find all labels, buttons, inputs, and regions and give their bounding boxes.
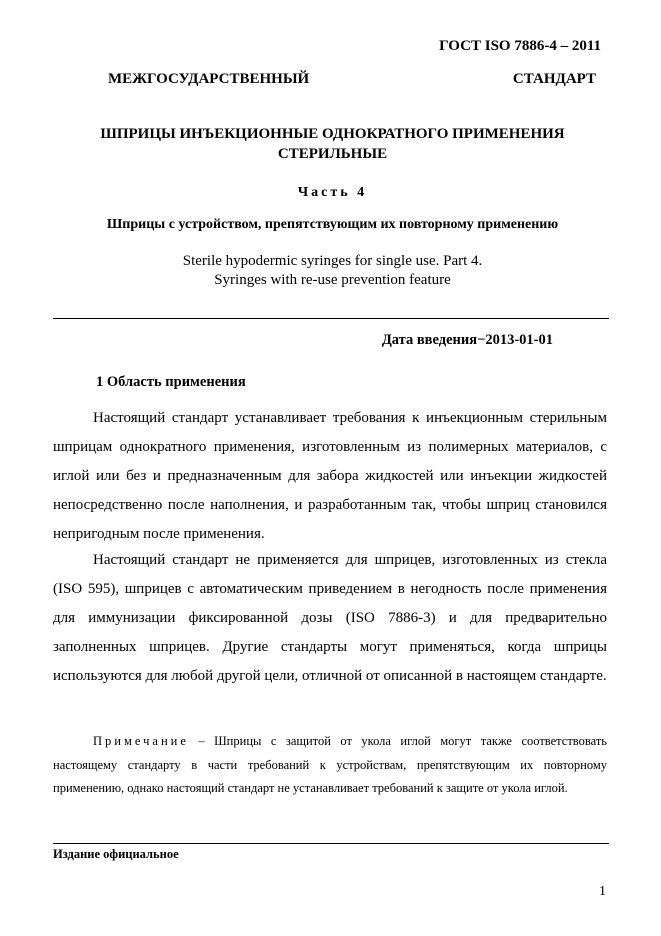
part-label: Часть 4: [297, 185, 368, 200]
document-code: ГОСТ ISO 7886-4 – 2011: [439, 38, 601, 54]
document-title: [60, 124, 605, 164]
note-label: Примечание: [93, 734, 189, 748]
interstate-standard-heading: МЕЖГОСУДАРСТВЕННЫЙ СТАНДАРТ: [108, 71, 596, 87]
title-line-2: СТЕРИЛЬНЫЕ: [277, 146, 388, 162]
section-heading: 1 Область применения: [96, 374, 246, 390]
subtitle-russian: Шприцы с устройством, препятствующим их повторному применению: [106, 217, 559, 232]
scope-paragraph-2: Настоящий стандарт не применяется для шприцев, изготовленных из стекла (ISO 595), шприцев с автоматическим приведением в негодность после применения для иммунизации фиксированной дозы (ISO 7886-3) и для предварительно заполненных шприцев. Другие стандарты могут применяться, когда шприцы используются для любой другой цели, отличной от описанной в настоящем стандарте.: [53, 552, 607, 684]
edition-divider: [53, 843, 609, 844]
introduction-date: Дата введения−2013-01-01: [381, 332, 553, 348]
title-divider: [53, 318, 609, 319]
official-edition-label: Издание официальное: [53, 847, 179, 861]
subtitle-english-line-1: Sterile hypodermic syringes for single use. Part 4.: [182, 253, 483, 269]
subtitle-english-line-2: Syringes with re-use prevention feature: [214, 272, 451, 288]
page-number: 1: [599, 884, 606, 899]
note: [53, 730, 607, 801]
note-text: – Шприцы с защитой от укола иглой могут также соответствовать настоящему стандарту в части требований к устройствам, препятствующим их повторному применению, однако настоящий стандарт не устанавливает требований к защите от укола иглой.: [53, 734, 607, 795]
title-line-1: ШПРИЦЫ ИНЪЕКЦИОННЫЕ ОДНОКРАТНОГО ПРИМЕНЕНИЯ: [100, 126, 565, 142]
subtitle-english: [60, 252, 605, 290]
scope-paragraph-1: Настоящий стандарт устанавливает требования к инъекционным стерильным шприцам однократного применения, изготовленным из полимерных материалов, с иглой или без и предназначенным для забора жидкостей или инъекции жидкостей непосредственно после наполнения, и разработанным так, чтобы шприц становился непригодным после применения.: [53, 410, 607, 542]
